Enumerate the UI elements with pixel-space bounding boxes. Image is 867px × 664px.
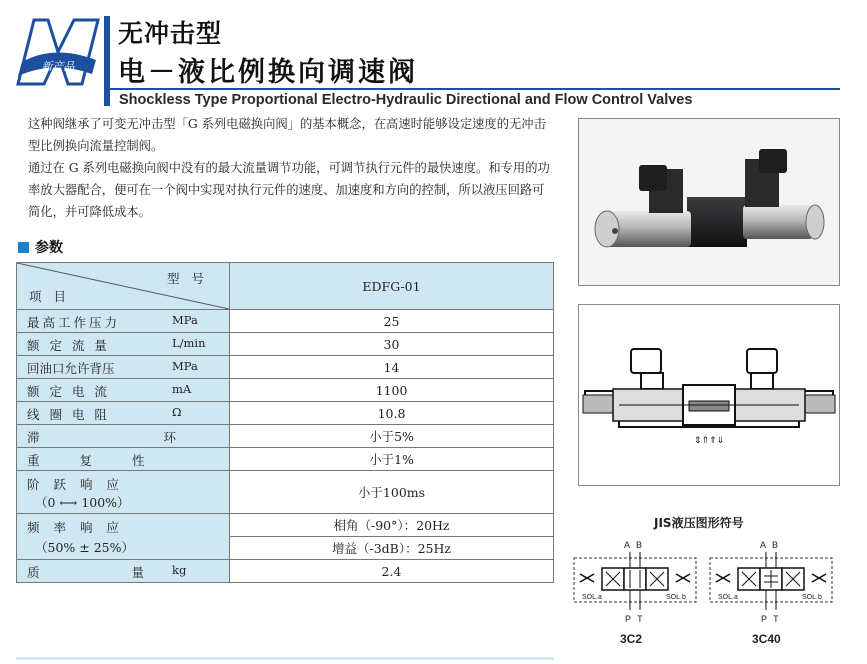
table-row — [17, 379, 554, 402]
jis-symbol-title: JIS液压图形符号 — [654, 516, 744, 530]
row-value: 小于5% — [230, 425, 554, 448]
header-item-label: 项 目 — [29, 289, 70, 304]
freq-name: 频 率 响 应 — [27, 520, 119, 535]
ports-bottom: P T — [625, 614, 645, 624]
freq-gain: 增益（-3dB）：25Hz — [230, 537, 554, 560]
sol-a-label: SOL.a — [582, 594, 602, 601]
table-row-step-response — [17, 471, 554, 514]
table-row — [17, 425, 554, 448]
row-value: 14 — [230, 356, 554, 379]
jis-symbol-3c2 — [572, 540, 698, 652]
table-row — [17, 448, 554, 471]
header-diagonal-cell — [17, 263, 230, 310]
row-name: 额 定 电 流 — [27, 384, 110, 399]
row-value: 小于1% — [230, 448, 554, 471]
row-unit: mA — [172, 382, 192, 396]
row-value: 25 — [230, 310, 554, 333]
sectional-drawing — [578, 304, 840, 486]
row-unit: L/min — [172, 336, 206, 350]
table-row-mass — [17, 560, 554, 583]
sol-b-label: SOL.b — [802, 594, 822, 601]
intro-paragraph-1: 这种阀继承了可变无冲击型「G 系列电磁换向阀」的基本概念，在高速时能够设定速度的无冲击型比例换向流量控制阀。 — [28, 117, 546, 153]
step-value: 小于100ms — [230, 471, 554, 514]
row-name: 滞 环 — [27, 430, 176, 445]
sol-b-label: SOL.b — [666, 594, 686, 601]
section-square-icon — [18, 242, 29, 253]
ports-top: A B — [624, 540, 645, 550]
table-row — [17, 333, 554, 356]
intro-paragraph-2: 通过在 G 系列电磁换向阀中没有的最大流量调节功能，可调节执行元件的最快速度。和专用的功率放大器配合，便可在一个阀中实现对执行元件的速度、加速度和方向的控制，所以液压回路可简化，并可降低成本。 — [28, 161, 550, 219]
model-cell: EDFG-01 — [230, 263, 554, 310]
row-name: 回油口允许背压 — [27, 361, 115, 376]
mass-unit: kg — [172, 563, 187, 577]
section-title — [18, 237, 63, 257]
sol-a-label: SOL.a — [718, 594, 738, 601]
header-rule — [104, 88, 840, 90]
row-unit: Ω — [172, 405, 182, 419]
row-name: 线 圈 电 阻 — [27, 407, 110, 422]
table-header-row — [17, 263, 554, 310]
table-row — [17, 310, 554, 333]
ports-bottom: P T — [761, 614, 781, 624]
row-value: 30 — [230, 333, 554, 356]
table-row — [17, 356, 554, 379]
row-name: 最高工作压力 — [27, 315, 121, 330]
symbol-code: 3C40 — [752, 632, 781, 646]
row-unit: MPa — [172, 313, 198, 327]
row-unit: MPa — [172, 359, 198, 373]
title-line-2: 电－液比例换向调速阀 — [118, 57, 418, 88]
section-title-text: 参数 — [35, 240, 63, 256]
step-name: 阶 跃 响 应 — [27, 477, 119, 492]
row-value: 10.8 — [230, 402, 554, 425]
mass-value: 2.4 — [230, 560, 554, 583]
row-value: 1100 — [230, 379, 554, 402]
mass-name: 质 量 — [27, 565, 144, 580]
svg-text:⇕⇑⇑⇓: ⇕⇑⇑⇓ — [693, 436, 725, 446]
title-accent-bar — [104, 16, 110, 106]
freq-sub: （50% ± 25%） — [35, 540, 134, 555]
bottom-rule — [16, 657, 554, 660]
jis-symbol-3c40 — [708, 540, 834, 652]
table-row-freq-response — [17, 514, 554, 537]
logo-text: 新产品 — [41, 60, 75, 73]
table-row — [17, 402, 554, 425]
step-sub: （0 ⟷ 100%） — [35, 495, 130, 510]
english-subtitle: Shockless Type Proportional Electro-Hydraulic Directional and Flow Control Valves — [119, 92, 693, 108]
title-line-1: 无冲击型 — [118, 19, 223, 48]
ports-top: A B — [760, 540, 781, 550]
row-name: 重 复 性 — [27, 453, 145, 468]
product-photo — [578, 118, 840, 286]
header-model-label: 型 号 — [167, 271, 208, 286]
freq-phase: 相角（-90°）：20Hz — [230, 514, 554, 537]
symbol-code: 3C2 — [620, 632, 643, 646]
new-product-logo — [14, 14, 102, 88]
row-name: 额 定 流 量 — [27, 338, 110, 353]
spec-table — [16, 262, 554, 583]
